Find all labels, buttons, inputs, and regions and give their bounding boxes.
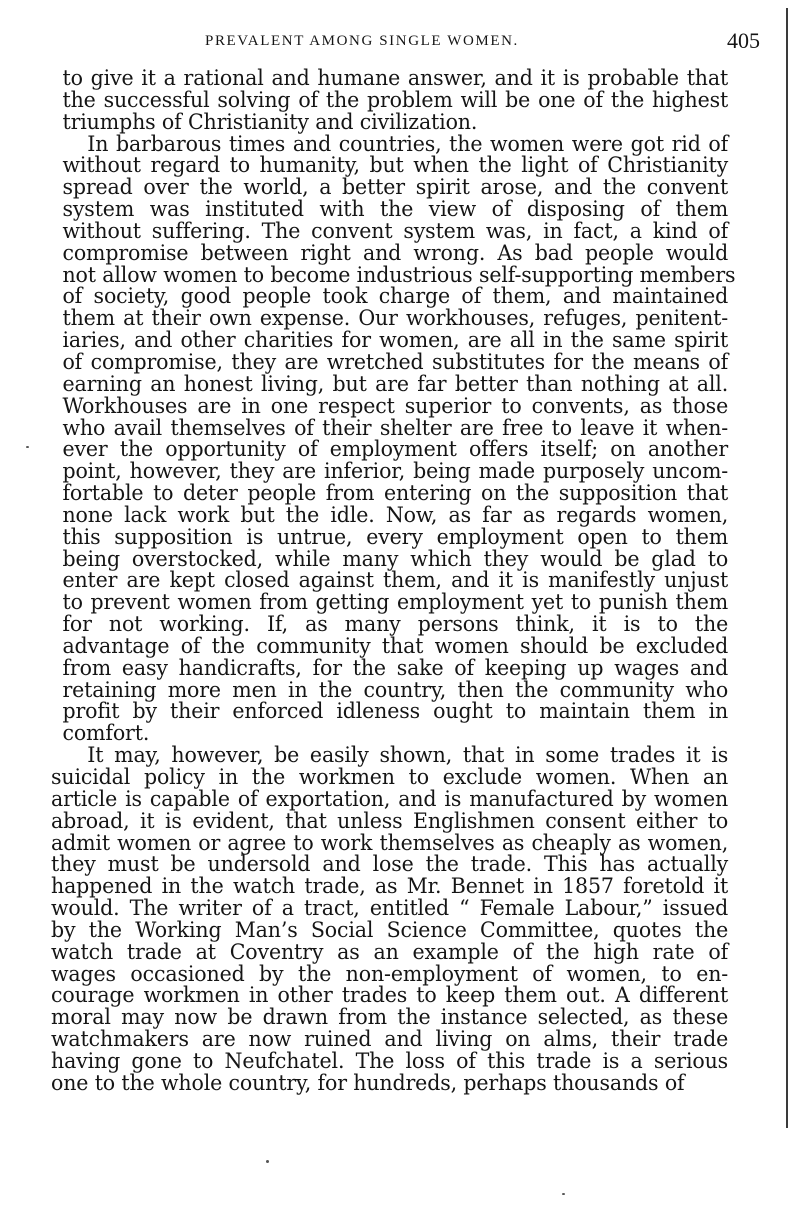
text-line: none lack work but the idle. Now, as far as regards women, bbox=[62, 502, 729, 528]
text-line: watch trade at Coventry as an example of the high rate of bbox=[51, 939, 729, 965]
text-line: would. The writer of a tract, entitled “ Female Labour,” issued bbox=[51, 896, 729, 922]
ink-speck bbox=[562, 1193, 565, 1195]
text-line: without regard to humanity, but when the light of Christianity bbox=[62, 153, 729, 179]
text-line: this supposition is untrue, every employment open to them bbox=[62, 524, 729, 550]
text-line: to prevent women from getting employment yet to punish them bbox=[62, 590, 729, 616]
paragraph-first-line: In barbarous times and countries, the women were got rid of bbox=[87, 131, 729, 157]
text-line: advantage of the community that women should be excluded bbox=[62, 633, 729, 659]
text-line: to give it a rational and humane answer, and it is probable that bbox=[62, 66, 729, 91]
ink-speck bbox=[26, 446, 29, 448]
ink-speck bbox=[266, 1160, 269, 1163]
text-line: spread over the world, a better spirit arose, and the convent bbox=[62, 175, 729, 201]
text-line: without suffering. The convent system was, in fact, a kind of bbox=[62, 218, 729, 244]
text-line: them at their own expense. Our workhouses, refuges, penitent- bbox=[62, 306, 729, 332]
text-line: by the Working Man’s Social Science Committee, quotes the bbox=[51, 917, 729, 943]
text-line: retaining more men in the country, then the community who bbox=[62, 677, 729, 703]
text-line: being overstocked, while many which they would be glad to bbox=[62, 546, 729, 572]
text-line: system was instituted with the view of disposing of them bbox=[62, 197, 729, 223]
text-line: of compromise, they are wretched substitutes for the means of bbox=[62, 349, 729, 375]
text-line: earning an honest living, but are far better than nothing at all. bbox=[62, 371, 729, 397]
text-line: article is capable of exportation, and is manufactured by women bbox=[51, 786, 729, 812]
body-text bbox=[51, 66, 736, 1096]
text-line: courage workmen in other trades to keep them out. A different bbox=[51, 983, 729, 1009]
text-line: not allow women to become industrious self-supporting members bbox=[62, 262, 736, 288]
text-line: comfort. bbox=[62, 721, 150, 747]
text-line: point, however, they are inferior, being made purposely uncom- bbox=[62, 459, 729, 485]
text-line: abroad, it is evident, that unless Englishmen consent either to bbox=[51, 808, 729, 834]
text-line: they must be undersold and lose the trade. This has actually bbox=[51, 852, 729, 878]
text-line: admit women or agree to work themselves as cheaply as women, bbox=[51, 830, 729, 856]
text-line: suicidal policy in the workmen to exclude women. When an bbox=[51, 765, 729, 790]
text-line: Workhouses are in one respect superior to convents, as those bbox=[62, 393, 729, 419]
text-line: fortable to deter people from entering on the supposition that bbox=[62, 481, 729, 507]
page-number: 405 bbox=[727, 28, 760, 53]
page-edge-rule bbox=[786, 8, 788, 1128]
text-line: one to the whole country, for hundreds, perhaps thousands of bbox=[51, 1070, 685, 1096]
text-line: who avail themselves of their shelter are free to leave it when- bbox=[62, 415, 729, 441]
text-line: triumphs of Christianity and civilization. bbox=[62, 109, 478, 135]
running-header bbox=[60, 28, 760, 58]
text-line: profit by their enforced idleness ought to maintain them in bbox=[62, 699, 729, 725]
running-title: PREVALENT AMONG SINGLE WOMEN. bbox=[205, 33, 519, 49]
text-line: moral may now be drawn from the instance selected, as these bbox=[51, 1005, 729, 1031]
text-line: of society, good people took charge of them, and maintained bbox=[62, 284, 729, 310]
text-line: having gone to Neufchatel. The loss of this trade is a serious bbox=[51, 1048, 729, 1074]
text-line: iaries, and other charities for women, are all in the same spirit bbox=[62, 328, 729, 354]
text-line: happened in the watch trade, as Mr. Bennet in 1857 foretold it bbox=[51, 874, 729, 900]
text-line: for not working. If, as many persons think, it is to the bbox=[62, 612, 729, 638]
text-line: enter are kept closed against them, and it is manifestly unjust bbox=[62, 568, 729, 594]
text-line: wages occasioned by the non-employment of women, to en- bbox=[51, 961, 729, 987]
paragraph-first-line: It may, however, be easily shown, that in some trades it is bbox=[87, 743, 729, 769]
text-line: from easy handicrafts, for the sake of keeping up wages and bbox=[62, 655, 729, 681]
text-line: ever the opportunity of employment offers itself; on another bbox=[62, 437, 729, 463]
text-line: watchmakers are now ruined and living on alms, their trade bbox=[51, 1027, 729, 1053]
text-line: the successful solving of the problem will be one of the highest bbox=[62, 87, 729, 113]
text-line: compromise between right and wrong. As bad people would bbox=[62, 240, 729, 266]
